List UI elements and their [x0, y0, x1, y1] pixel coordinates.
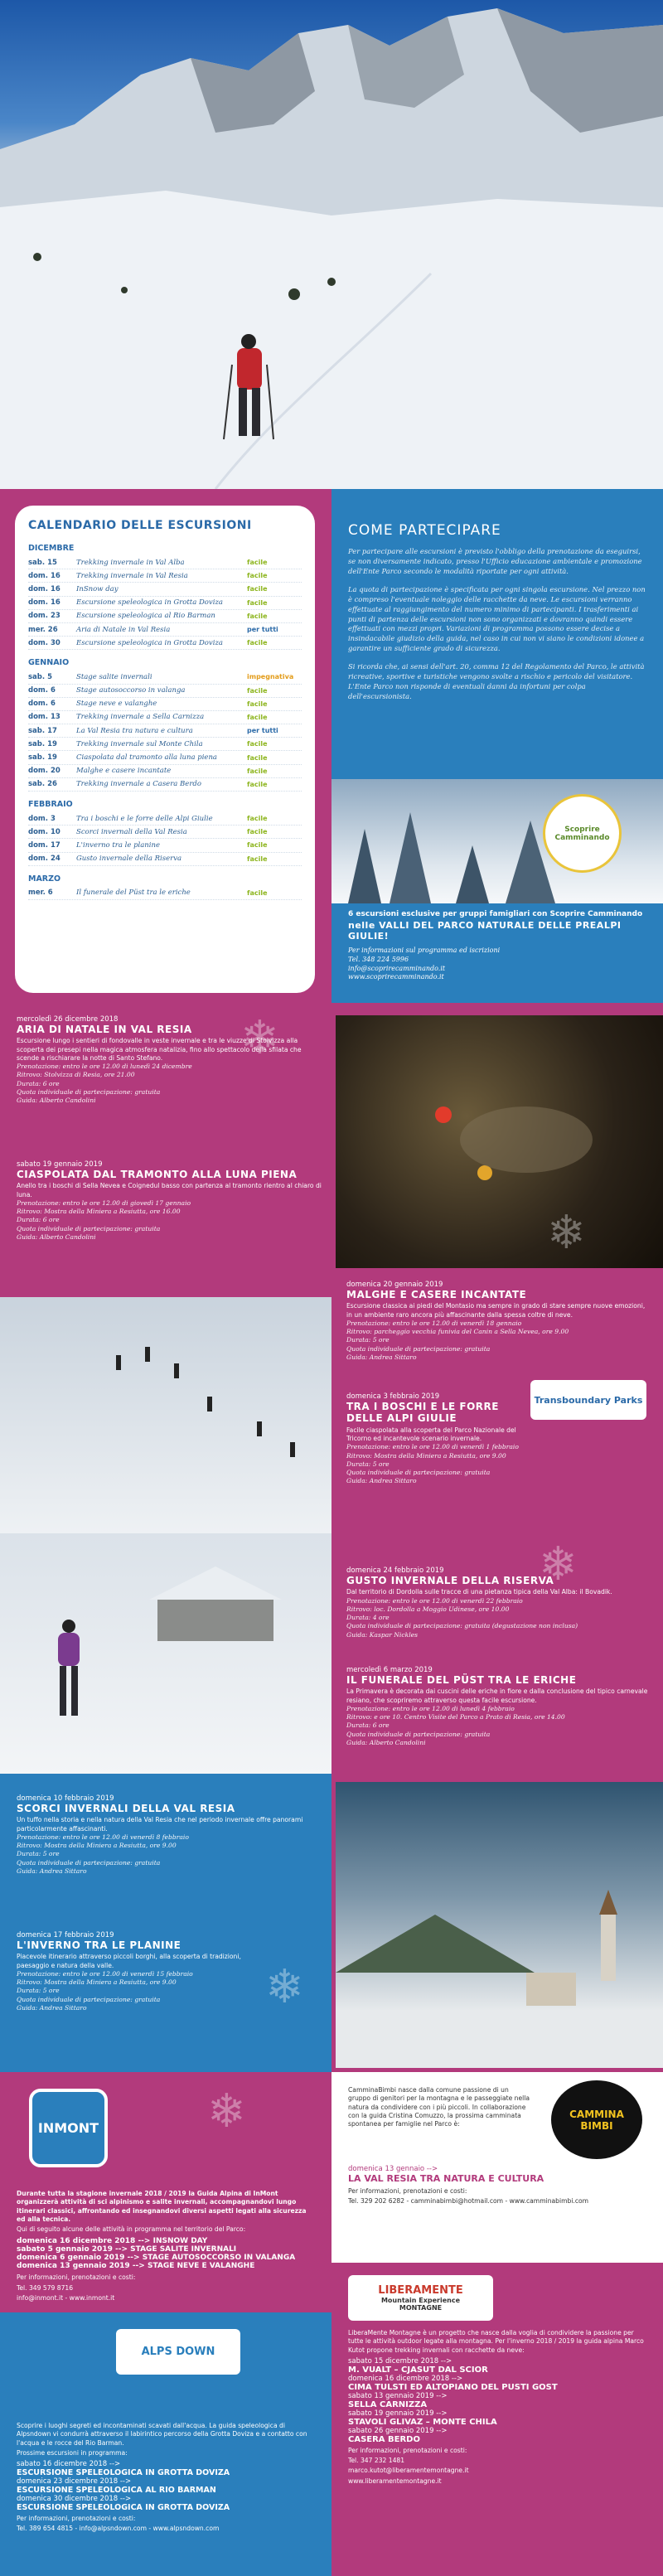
camminabimbi-contact[interactable]: Tel. 329 202 6282 - camminabimbi@hotmail.com - www.camminabimbi.com [348, 2197, 589, 2206]
calendar-row: sab. 26 Trekking invernale a Casera Berdo facile [28, 778, 302, 792]
event-meeting: Ritrovo: e ore 10. Centro Visite del Parco a Prato di Resia, ore 14.00 [346, 1713, 565, 1721]
calendar-row: mer. 6 Il funerale del Püst tra le eriche facile [28, 887, 302, 900]
event-title: L'INVERNO TRA LE PLANINE [17, 1939, 181, 1951]
inmont-intro-2: Qui di seguito alcune delle attività in programma nel territorio del Parco: [17, 2225, 246, 2233]
participate-paragraph: Per partecipare alle escursioni è previsto l'obbligo della prenotazione da eseguirsi, se non diversamente indicato, presso l'Ufficio educazione ambientale e promozione dell'Ente Parco secondo le modalità riportate per ogni attività. [348, 547, 642, 575]
camminabimbi-logo-1: CAMMINA [569, 2108, 624, 2120]
inmont-mail[interactable]: info@inmont.it - www.inmont.it [17, 2293, 115, 2302]
calendar-row: dom. 3 Tra i boschi e le forre delle Alpi Giulie facile [28, 812, 302, 826]
participate-title: COME PARTECIPARE [348, 522, 501, 539]
event-date: domenica 20 gennaio 2019 [346, 1281, 443, 1289]
calendar-row: sab. 17 La Val Resia tra natura e cultura per tutti [28, 724, 302, 738]
hero-photo [0, 0, 663, 489]
event-description: Facile ciaspolata alla scoperta del Parco Nazionale del Tricorno ed incantevole scenario invernale. [346, 1426, 516, 1443]
event-guide: Guida: Andrea Sittaro [346, 1353, 417, 1361]
inmont-intro: Durante tutta la stagione invernale 2018 / 2019 la Guida Alpina di InMont organizzerà attività di sci alpinismo e salite invernali, accompagnandovi lungo itinerari classici, affrontando ed insegnandovi diversi aspetti legati alla sicurezza ed alla tecnica. [17, 2190, 307, 2223]
event-guide: Guida: Andrea Sittaro [17, 2003, 87, 2012]
event-date: domenica 3 febbraio 2019 [346, 1392, 440, 1401]
event-meeting: Ritrovo: Mostra della Miniera a Resiutta, ore 9.00 [17, 1842, 177, 1850]
calendar-row: dom. 6 Stage neve e valanghe facile [28, 698, 302, 711]
participate-section [348, 522, 646, 710]
event-fee: Quota individuale di partecipazione: gratuita [17, 1995, 161, 2003]
event-booking: Prenotazione: entro le ore 12.00 di venerdì 22 febbraio [346, 1596, 523, 1605]
event-description: Anello tra i boschi di Sella Nevea e Coignedul basso con partenza al tramonto rientro al chiaro di luna. [17, 1182, 322, 1198]
inmont-info: Per informazioni, prenotazioni e costi: [17, 2273, 136, 2282]
cave-photo [336, 1015, 663, 1268]
calendar-row: dom. 23 Escursione speleologica al Rio Barman facile [28, 610, 302, 623]
calendar-row: sab. 19 Trekking invernale sul Monte Chila facile [28, 738, 302, 751]
alps-item-date: domenica 30 dicembre 2018 --> [17, 2495, 132, 2503]
event-scorci-invernali [17, 1794, 323, 1876]
event-title: CIASPOLATA DAL TRAMONTO ALLA LUNA PIENA [17, 1169, 298, 1180]
calendar-row: dom. 6 Stage autosoccorso in valanga facile [28, 685, 302, 698]
village-illustration [336, 1782, 663, 2068]
event-fee: Quota individuale di partecipazione: gratuita [17, 1087, 161, 1096]
event-description: Escursione lungo i sentieri di fondovalle in veste invernale e tra le viuzze di Stolvizza alla scoperta dei presepi nella magica atmosfera natalizia, fino allo spettacolo della sfilata che scende a rischiarare la notte di Santo Stefano. [17, 1037, 302, 1062]
camminabimbi-logo [551, 2080, 642, 2159]
inmont-logo: INMONT [29, 2089, 108, 2167]
event-title: IL FUNERALE DEL PÜST TRA LE ERICHE [346, 1674, 577, 1686]
transboundary-parks-logo: Transboundary Parks [530, 1380, 646, 1420]
scoprire-tel: Tel. 348 224 5996 [348, 955, 409, 963]
event-date: mercoledì 26 dicembre 2018 [17, 1015, 119, 1024]
camminabimbi-date: domenica 13 gennaio --> [348, 2165, 438, 2173]
event-description: Un tuffo nella storia e nella natura della Val Resia che nel periodo invernale offre panorami particolarmente affascinanti. [17, 1816, 303, 1833]
event-tra-i-boschi [346, 1392, 525, 1486]
liberamente-tag: Mountain Experience [380, 2297, 461, 2304]
scoprire-info-label: Per informazioni sul programma ed iscrizioni [348, 947, 501, 954]
liberamente-item-date: sabato 15 dicembre 2018 --> [348, 2356, 452, 2365]
event-description: Escursione classica ai piedi del Montasio ma sempre in grado di stare sempre nuove emozioni, in un ambiente raro ancora più affascinante dalla spessa coltre di neve. [346, 1302, 646, 1319]
event-booking: Prenotazione: entro le ore 12.00 di giovedì 17 gennaio [17, 1198, 191, 1207]
liberamente-item-title: STAVOLI GLIVAZ – MONTE CHILA [348, 2417, 497, 2427]
liberamente-item-date: domenica 16 dicembre 2018 --> [348, 2374, 463, 2383]
event-duration: Durata: 6 ore [346, 1721, 390, 1730]
snowflake-icon: ❄ [207, 2085, 246, 2138]
hikers-illustration [0, 1297, 332, 1533]
event-fee: Quota individuale di partecipazione: gratuita [17, 1858, 161, 1867]
calendar-row: dom. 20 Malghe e casere incantate facile [28, 765, 302, 778]
event-date: mercoledì 6 marzo 2019 [346, 1666, 433, 1674]
event-description: Piacevole itinerario attraverso piccoli borghi, alla scoperta di tradizioni, paesaggio e natura della valle. [17, 1953, 241, 1969]
alps-info: Per informazioni, prenotazioni e costi: [17, 2515, 136, 2522]
month-name: GENNAIO [28, 658, 70, 668]
calendar-month [28, 658, 302, 792]
liberamente-logo-3: MONTAGNE [399, 2304, 443, 2312]
event-fee: Quota individuale di partecipazione: gratuita [346, 1469, 491, 1477]
event-duration: Durata: 4 ore [346, 1614, 390, 1622]
calendar-month [28, 544, 302, 650]
event-meeting: Ritrovo: parcheggio vecchia funivia del Canin a Sella Nevea, ore 9.00 [346, 1328, 569, 1336]
event-meeting: Ritrovo: Mostra della Miniera a Resiutta, ore 9.00 [346, 1451, 506, 1460]
event-booking: Prenotazione: entro le ore 12.00 di venerdì 8 febbraio [17, 1833, 189, 1841]
event-guide: Guida: Alberto Candolini [346, 1738, 426, 1746]
liberamente-item-title: M. VUALT – CJASUT DAL SCIOR [348, 2365, 488, 2375]
alps-item-title: ESCURSIONE SPELEOLOGICA AL RIO BARMAN [17, 2486, 216, 2495]
calendar-row: dom. 16 Escursione speleologica in Grotta Doviza facile [28, 597, 302, 610]
camminabimbi-details [348, 2165, 646, 2206]
liberamente-intro: LiberaMente Montagne è un progetto che nasce dalla voglia di condividere la passione per tutte le attività outdoor legate alla montagna. Per l'inverno 2018 / 2019 la guida alpina Marco Kutot propone trekking invernali con racchette da neve: [348, 2329, 644, 2354]
event-meeting: Ritrovo: Mostra della Miniera a Resiutta, ore 9.00 [17, 1978, 177, 1987]
event-date: domenica 10 febbraio 2019 [17, 1794, 114, 1803]
calendar-row: dom. 16 Trekking invernale in Val Resia facile [28, 569, 302, 583]
inmont-tel: Tel. 349 579 8716 [17, 2283, 74, 2292]
liberamente-item-title: SELLA CARNIZZA [348, 2399, 428, 2409]
event-guide: Guida: Kaspar Nickles [346, 1630, 419, 1639]
inmont-item: domenica 6 gennaio 2019 --> STAGE AUTOSOCCORSO IN VALANGA [17, 2254, 296, 2263]
malga-illustration [0, 1533, 332, 1774]
liberamente-logo-2: MENTE [421, 2284, 463, 2297]
calendar-card [15, 506, 315, 993]
inmont-item: sabato 5 gennaio 2019 --> STAGE SALITE INVERNALI [17, 2245, 237, 2254]
event-duration: Durata: 5 ore [346, 1460, 390, 1468]
event-duration: Durata: 5 ore [17, 1987, 60, 1995]
malga-photo [0, 1533, 332, 1774]
event-guide: Guida: Andrea Sittaro [17, 1867, 87, 1875]
month-name: MARZO [28, 874, 61, 884]
event-duration: Durata: 6 ore [17, 1216, 60, 1224]
inmont-section [17, 2188, 315, 2302]
liberamente-section [348, 2327, 646, 2486]
event-description: La Primavera è decorata dai cuscini delle eriche in fiore e dalla conclusione del tipico carnevale resiano, che scopriremo attraverso questa facile escursione. [346, 1687, 648, 1704]
liberamente-logo [348, 2275, 493, 2321]
event-gusto-invernale [346, 1566, 649, 1639]
event-booking: Prenotazione: entro le ore 12.00 di venerdì 18 gennaio [346, 1319, 522, 1327]
event-booking: Prenotazione: entro le ore 12.00 di venerdì 15 febbraio [17, 1969, 193, 1978]
liberamente-item-date: sabato 19 gennaio 2019 --> [348, 2409, 448, 2418]
liberamente-tel: Tel. 347 232 1481 [348, 2457, 405, 2464]
liberamente-mail[interactable]: marco.kutot@liberamentemontagne.it [348, 2467, 469, 2475]
camminabimbi-section [348, 2085, 530, 2128]
event-booking: Prenotazione: entro le ore 12.00 di lunedì 24 dicembre [17, 1063, 192, 1071]
liberamente-item-date: sabato 13 gennaio 2019 --> [348, 2391, 448, 2400]
event-booking: Prenotazione: entro le ore 12.00 di venerdì 1 febbraio [346, 1443, 519, 1451]
event-ciaspolata [17, 1160, 323, 1242]
participate-paragraph: La quota di partecipazione è specificata per ogni singola escursione. Nel prezzo non è compreso l'eventuale noleggio delle racchette da neve. Le escursioni verranno effettuate al raggiungimento del numero minimo di partecipanti. I trasferimenti ai punti di partenza delle escursioni non sono organizzati e dovranno quindi essere effettuati con mezzi propri. Variazioni di programma possono essere decise a insindacabile giudizio della guida, nel caso in cui non vi siano le condizioni idonee a garantire un sufficiente grado di sicurezza. [348, 584, 646, 653]
event-guide: Guida: Alberto Candolini [17, 1097, 96, 1105]
hero-mountain-illustration [0, 0, 663, 489]
event-aria-di-natale [17, 1011, 323, 1105]
alps-item-title: ESCURSIONE SPELEOLOGICA IN GROTTA DOVIZA [17, 2503, 230, 2512]
event-duration: Durata: 5 ore [17, 1850, 60, 1858]
calendar-row: sab. 19 Ciaspolata dal tramonto alla luna piena facile [28, 751, 302, 764]
alps-down-logo: ALPS DOWN [116, 2329, 240, 2375]
alps-section [17, 2420, 315, 2534]
snowflake-icon: ❄ [265, 1960, 304, 2014]
event-fee: Quota individuale di partecipazione: gratuita [346, 1730, 491, 1738]
alps-contact[interactable]: Tel. 389 654 4815 - info@alpsndown.com - www.alpsndown.com [17, 2525, 220, 2533]
snowflake-icon: ❄ [547, 1206, 586, 1260]
calendar-title: CALENDARIO DELLE ESCURSIONI [28, 519, 252, 532]
event-meeting: Ritrovo: loc. Dordolla a Moggio Udinese, ore 10.00 [346, 1605, 510, 1613]
alps-item-date: sabato 16 dicembre 2018 --> [17, 2460, 121, 2468]
calendar-month [28, 800, 302, 866]
event-duration: Durata: 5 ore [346, 1336, 390, 1344]
event-title: SCORCI INVERNALI DELLA VAL RESIA [17, 1803, 235, 1814]
alps-intro-2: Prossime escursioni in programma: [17, 2448, 128, 2457]
scoprire-mail[interactable]: info@scoprirecamminando.it [348, 964, 446, 972]
calendar-row: sab. 15 Trekking invernale in Val Alba facile [28, 556, 302, 569]
event-title: GUSTO INVERNALE DELLA RISERVA [346, 1575, 554, 1586]
calendar-row: dom. 17 L'inverno tra le planine facile [28, 839, 302, 852]
calendar-row: dom. 16 InSnow day facile [28, 583, 302, 596]
event-title: MALGHE E CASERE INCANTATE [346, 1289, 527, 1300]
scoprire-web[interactable]: www.scoprirecamminando.it [348, 973, 444, 981]
event-fee: Quota individuale di partecipazione: gratuita [346, 1344, 491, 1353]
scoprire-deal-2: nelle VALLI DEL PARCO NATURALE DELLE PREALPI GIULIE! [348, 920, 622, 942]
liberamente-logo-1: LIBERA [378, 2284, 422, 2297]
snow-forest-photo [332, 779, 663, 903]
camminabimbi-title: LA VAL RESIA TRA NATURA E CULTURA [348, 2173, 544, 2184]
snowflake-icon: ❄ [240, 1011, 279, 1065]
month-name: DICEMBRE [28, 544, 75, 553]
event-description: Dal territorio di Dordolla sulle tracce di una pietanza tipica della Val Alba: il Bovadik. [346, 1588, 612, 1596]
village-photo [336, 1782, 663, 2068]
liberamente-item-title: CASERA BERDO [348, 2434, 420, 2444]
calendar-row: dom. 30 Escursione speleologica in Grotta Doviza facile [28, 637, 302, 650]
alps-item-title: ESCURSIONE SPELEOLOGICA IN GROTTA DOVIZA [17, 2468, 230, 2477]
calendar-row: dom. 24 Gusto invernale della Riserva facile [28, 853, 302, 866]
inmont-item: domenica 16 dicembre 2018 --> INSNOW DAY [17, 2237, 208, 2246]
snow-hikers-photo [0, 1297, 332, 1533]
liberamente-item-date: sabato 26 gennaio 2019 --> [348, 2426, 448, 2435]
cave-illustration [336, 1015, 663, 1268]
alps-intro: Scoprire i luoghi segreti ed incontaminati scavati dall'acqua. La guida speleologica di Alpsndown vi condurrà attraverso il labirintico percorso della Grotta Doviza e a contatto con l'acqua e le rocce del Rio Barman. [17, 2422, 307, 2447]
event-meeting: Ritrovo: Stolvizza di Resia, ore 21.00 [17, 1071, 135, 1079]
liberamente-item-title: CIMA TULSTI ED ALTOPIANO DEL PUSTI GOST [348, 2382, 558, 2392]
event-title: TRA I BOSCHI E LE FORRE DELLE ALPI GIULIE [346, 1401, 499, 1425]
event-date: domenica 17 febbraio 2019 [17, 1931, 114, 1939]
camminabimbi-intro: CamminaBimbi nasce dalla comune passione di un gruppo di genitori per la montagna e le passeggiate nella natura da condividere con i più piccoli. In collaborazione con la guida Cristina Comuzzo, la prossima camminata spontanea per famiglie nel Parco è: [348, 2086, 530, 2128]
event-date: sabato 19 gennaio 2019 [17, 1160, 103, 1169]
scoprire-camminando-logo: Scoprire Camminando [543, 794, 622, 873]
calendar-row: mer. 26 Aria di Natale in Val Resia per tutti [28, 623, 302, 637]
event-malghe [346, 1281, 649, 1362]
calendar-row: dom. 10 Scorci invernali della Val Resia facile [28, 826, 302, 839]
liberamente-web[interactable]: www.liberamentemontagne.it [348, 2477, 442, 2485]
event-funerale-pust [346, 1666, 649, 1747]
alps-item-date: domenica 23 dicembre 2018 --> [17, 2477, 132, 2486]
scoprire-info [348, 910, 646, 982]
month-name: FEBBRAIO [28, 800, 73, 809]
event-date: domenica 24 febbraio 2019 [346, 1566, 444, 1575]
event-fee: Quota individuale di partecipazione: gratuita [17, 1224, 161, 1232]
scoprire-deal: 6 escursioni esclusive per gruppi famigliari con Scoprire Camminando [348, 910, 643, 918]
calendar-month [28, 874, 302, 900]
event-guide: Guida: Andrea Sittaro [346, 1477, 417, 1485]
camminabimbi-info: Per informazioni, prenotazioni e costi: [348, 2187, 467, 2195]
event-meeting: Ritrovo: Mostra della Miniera a Resiutta, ore 16.00 [17, 1208, 181, 1216]
event-guide: Guida: Alberto Candolini [17, 1232, 96, 1241]
calendar-row: dom. 13 Trekking invernale a Sella Carnizza facile [28, 711, 302, 724]
liberamente-info: Per informazioni, prenotazioni e costi: [348, 2446, 467, 2454]
event-duration: Durata: 6 ore [17, 1079, 60, 1087]
calendar-row: sab. 5 Stage salite invernali impegnativa [28, 671, 302, 684]
event-title: ARIA DI NATALE IN VAL RESIA [17, 1024, 192, 1035]
event-fee: Quota individuale di partecipazione: gratuita (degustazione non inclusa) [346, 1622, 578, 1630]
snowflake-icon: ❄ [539, 1537, 578, 1591]
participate-paragraph: Si ricorda che, ai sensi dell'art. 20, comma 12 del Regolamento del Parco, le attività ricreative, sportive e turistiche vengono svolte a rischio e pericolo del visitatore. L'Ente Parco non risponde di eventuali danni da infortuni per colpa dell'escursionista. [348, 662, 645, 700]
event-booking: Prenotazione: entro le ore 12.00 di lunedì 4 febbraio [346, 1704, 515, 1712]
inmont-item: domenica 13 gennaio 2019 --> STAGE NEVE E VALANGHE [17, 2262, 255, 2271]
camminabimbi-logo-2: BIMBI [580, 2119, 613, 2132]
event-inverno-planine [17, 1931, 265, 2012]
